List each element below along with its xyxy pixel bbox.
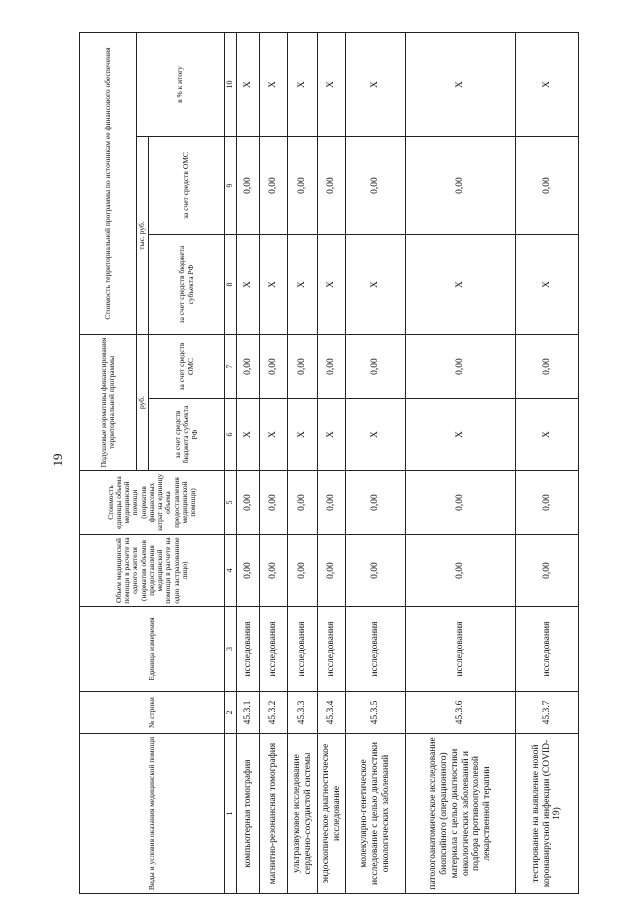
- header-norm-budget: за счет средств бюджета субъекта РФ: [149, 399, 225, 471]
- column-number: 6: [225, 399, 237, 471]
- row-norm-budget: Х: [237, 399, 260, 471]
- header-kinds: Виды и условия оказания медицинской помощи: [80, 734, 225, 894]
- row-unit-cost: 0,00: [260, 471, 288, 535]
- header-cost-oms: за счет средств ОМС: [149, 137, 225, 235]
- table-row: [516, 33, 579, 894]
- row-norm-oms: 0,00: [406, 335, 516, 399]
- row-unit-cost: 0,00: [346, 471, 406, 535]
- row-cost-budget: Х: [260, 235, 288, 335]
- row-line-number: 45.3.3: [288, 692, 318, 734]
- row-volume: 0,00: [516, 535, 579, 607]
- financing-table: [79, 32, 579, 894]
- row-unit: исследования: [516, 607, 579, 692]
- table-row: [318, 33, 346, 894]
- row-percent: Х: [406, 33, 516, 137]
- table-row: [288, 33, 318, 894]
- header-volume: Объем медицинской помощи в расчете на одного жителя (норматив объемов предоставления медицинской помощи в расчете на одно застрахованное лицо): [80, 535, 225, 607]
- page-number: 19: [50, 453, 65, 467]
- row-service-name: эндоскопическое диагностическое исследование: [318, 734, 346, 894]
- row-service-name: молекулярно-генетическое исследование с целью диагностики онкологических заболеваний: [346, 734, 406, 894]
- row-norm-budget: Х: [516, 399, 579, 471]
- row-unit-cost: 0,00: [516, 471, 579, 535]
- row-cost-oms: 0,00: [237, 137, 260, 235]
- header-line-number: № строки: [80, 692, 225, 734]
- row-cost-oms: 0,00: [516, 137, 579, 235]
- row-line-number: 45.3.1: [237, 692, 260, 734]
- row-unit: исследования: [346, 607, 406, 692]
- row-volume: 0,00: [260, 535, 288, 607]
- row-line-number: 45.3.5: [346, 692, 406, 734]
- row-unit: исследования: [237, 607, 260, 692]
- row-cost-budget: Х: [237, 235, 260, 335]
- row-volume: 0,00: [318, 535, 346, 607]
- row-cost-budget: Х: [318, 235, 346, 335]
- column-number: 1: [225, 734, 237, 894]
- header-unit-cost: Стоимость единицы объема медицинской помощи (норматив финансовых затрат на единицу объема предоставления медицинской помощи): [80, 471, 225, 535]
- row-service-name: тестирование на выявление новой коронавирусной инфекции (COVID-19): [516, 734, 579, 894]
- row-cost-budget: Х: [288, 235, 318, 335]
- row-norm-budget: Х: [406, 399, 516, 471]
- row-norm-oms: 0,00: [346, 335, 406, 399]
- header-cost-budget: за счет средств бюджета субъекта РФ: [149, 235, 225, 335]
- row-line-number: 45.3.4: [318, 692, 346, 734]
- row-volume: 0,00: [288, 535, 318, 607]
- table-row: [260, 33, 288, 894]
- column-number: 10: [225, 33, 237, 137]
- column-number: 8: [225, 235, 237, 335]
- row-unit-cost: 0,00: [406, 471, 516, 535]
- row-line-number: 45.3.2: [260, 692, 288, 734]
- row-unit: исследования: [318, 607, 346, 692]
- header-percent-total: в % к итогу: [137, 33, 225, 137]
- row-line-number: 45.3.7: [516, 692, 579, 734]
- row-norm-oms: 0,00: [288, 335, 318, 399]
- header-cost-unit: тыс. руб.: [137, 137, 149, 335]
- row-cost-budget: Х: [406, 235, 516, 335]
- column-number: 5: [225, 471, 237, 535]
- row-percent: Х: [318, 33, 346, 137]
- row-service-name: патологоанатомическое исследование биопсийного (операционного) материала с целью диагностики онкологических заболеваний и подбора противоопухолевой лекарственной терапии: [406, 734, 516, 894]
- table-row: [346, 33, 406, 894]
- table-row: [237, 33, 260, 894]
- row-norm-budget: Х: [346, 399, 406, 471]
- header-norm-unit: руб.: [137, 335, 149, 471]
- row-norm-oms: 0,00: [318, 335, 346, 399]
- row-unit: исследования: [288, 607, 318, 692]
- row-line-number: 45.3.6: [406, 692, 516, 734]
- row-service-name: ультразвуковое исследование сердечно-сосудистой системы: [288, 734, 318, 894]
- row-cost-budget: Х: [346, 235, 406, 335]
- row-volume: 0,00: [346, 535, 406, 607]
- row-norm-oms: 0,00: [260, 335, 288, 399]
- row-unit-cost: 0,00: [288, 471, 318, 535]
- row-cost-oms: 0,00: [260, 137, 288, 235]
- row-norm-budget: Х: [260, 399, 288, 471]
- column-number: 4: [225, 535, 237, 607]
- rotated-table-wrapper: [79, 33, 626, 894]
- row-percent: Х: [288, 33, 318, 137]
- column-number: 3: [225, 607, 237, 692]
- row-unit: исследования: [260, 607, 288, 692]
- row-unit: исследования: [406, 607, 516, 692]
- column-number: 9: [225, 137, 237, 235]
- row-percent: Х: [237, 33, 260, 137]
- row-unit-cost: 0,00: [237, 471, 260, 535]
- row-cost-budget: Х: [516, 235, 579, 335]
- row-unit-cost: 0,00: [318, 471, 346, 535]
- row-norm-budget: Х: [318, 399, 346, 471]
- row-service-name: магнитно-резонансная томография: [260, 734, 288, 894]
- row-norm-budget: Х: [288, 399, 318, 471]
- row-cost-oms: 0,00: [346, 137, 406, 235]
- row-volume: 0,00: [237, 535, 260, 607]
- header-norm-oms: за счет средств ОМС: [149, 335, 225, 399]
- row-cost-oms: 0,00: [406, 137, 516, 235]
- header-unit: Единица измерения: [80, 607, 225, 692]
- table-row: [406, 33, 516, 894]
- header-program-cost: Стоимость территориальной программы по источникам ее финансового обеспечения: [80, 33, 137, 335]
- row-norm-oms: 0,00: [237, 335, 260, 399]
- row-volume: 0,00: [406, 535, 516, 607]
- row-percent: Х: [346, 33, 406, 137]
- row-cost-oms: 0,00: [318, 137, 346, 235]
- row-percent: Х: [516, 33, 579, 137]
- column-number: 7: [225, 335, 237, 399]
- header-per-capita-norms: Подушевые нормативы финансирования территориальной программы: [80, 335, 137, 471]
- row-service-name: компьютерная томография: [237, 734, 260, 894]
- column-number: 2: [225, 692, 237, 734]
- row-percent: Х: [260, 33, 288, 137]
- row-norm-oms: 0,00: [516, 335, 579, 399]
- row-cost-oms: 0,00: [288, 137, 318, 235]
